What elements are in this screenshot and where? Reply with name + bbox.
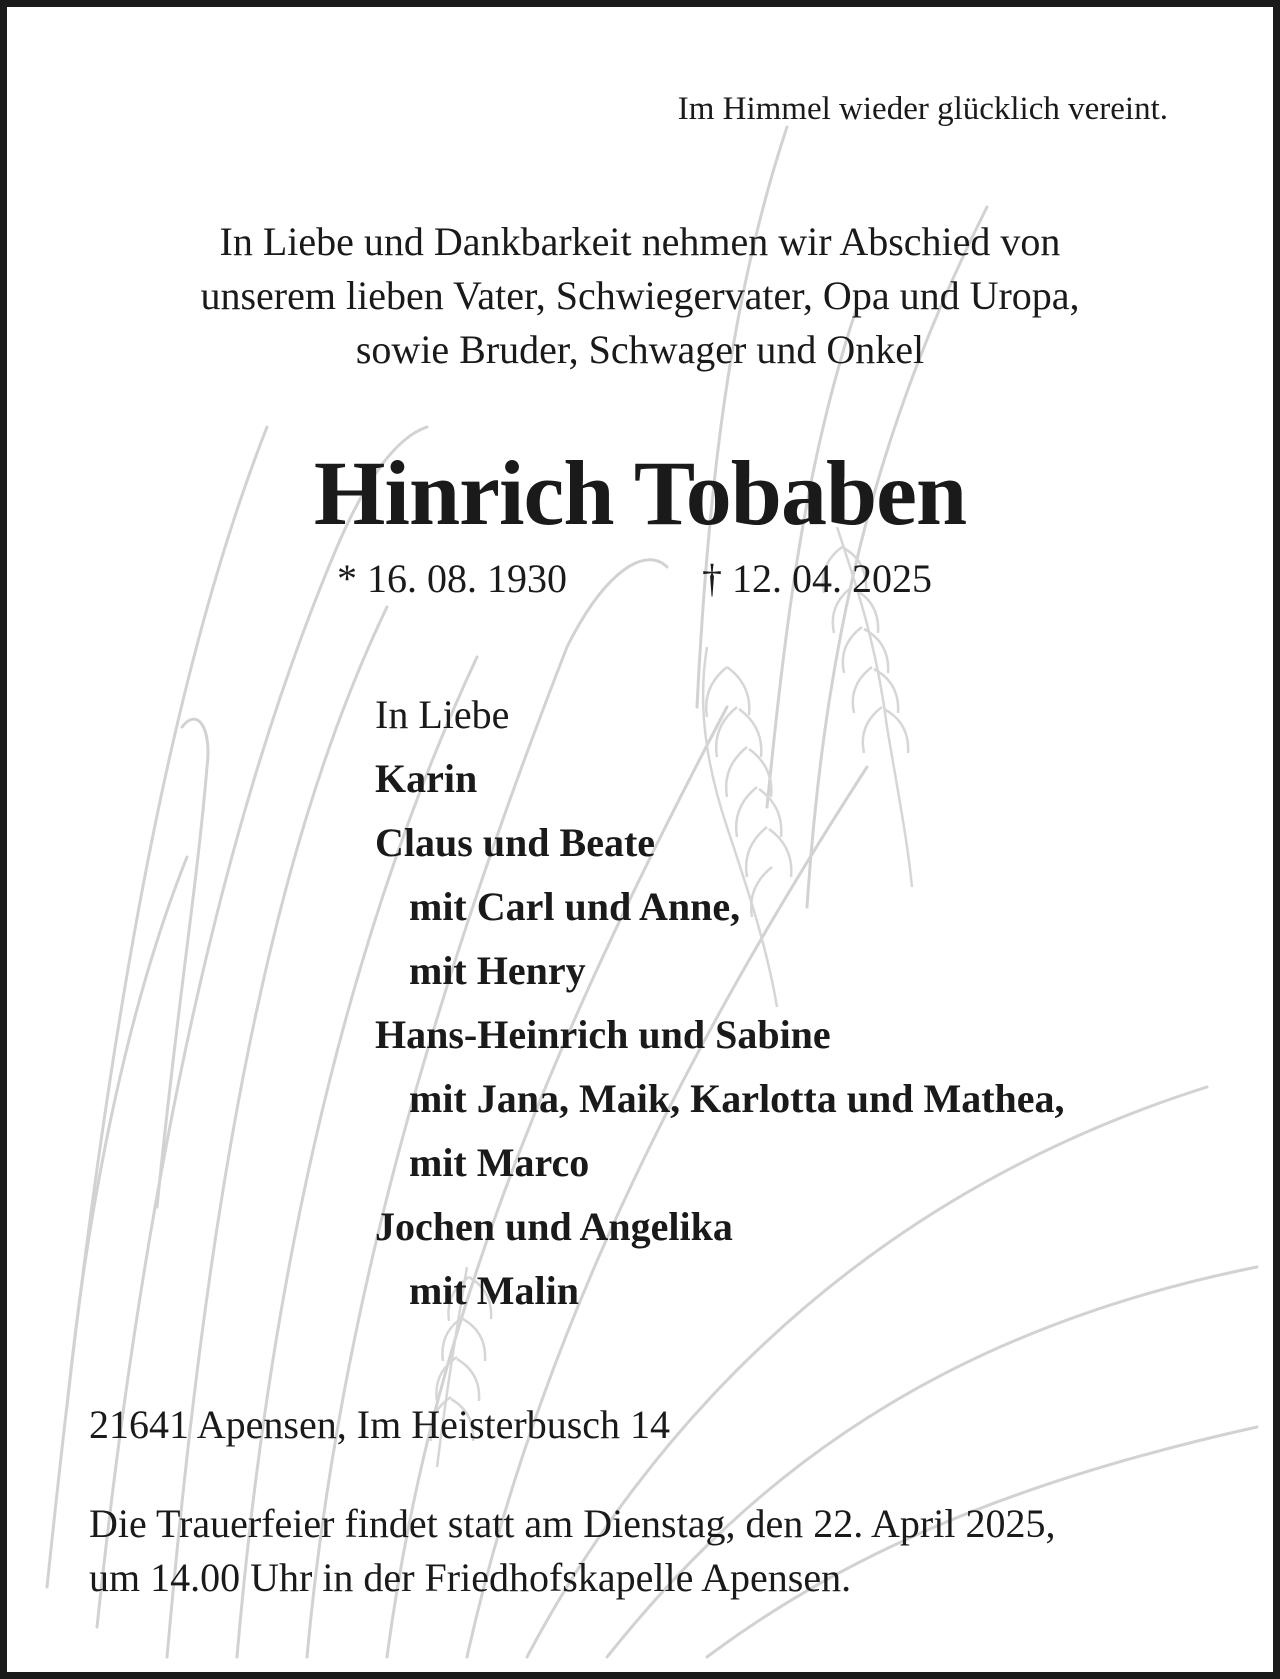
death-date: † 12. 04. 2025	[702, 556, 932, 601]
motto: Im Himmel wieder glücklich vereint.	[677, 91, 1168, 127]
mourner-line: Karin	[375, 756, 478, 801]
intro-line: unserem lieben Vater, Schwiegervater, Opa und Uropa,	[200, 273, 1080, 318]
service-line: um 14.00 Uhr in der Friedhofskapelle Apensen.	[89, 1555, 852, 1600]
birth-date: * 16. 08. 1930	[337, 556, 567, 601]
intro-line: In Liebe und Dankbarkeit nehmen wir Abschied von	[219, 219, 1061, 264]
service-line: Die Trauerfeier findet statt am Dienstag, den 22. April 2025,	[89, 1501, 1056, 1546]
mourner-line: mit Jana, Maik, Karlotta und Mathea,	[409, 1076, 1065, 1121]
deceased-name: Hinrich Tobaben	[313, 442, 967, 544]
mourner-line: mit Marco	[409, 1140, 590, 1185]
mourner-line: mit Malin	[409, 1268, 579, 1313]
mourner-line: mit Henry	[409, 948, 586, 993]
address: 21641 Apensen, Im Heisterbusch 14	[89, 1402, 671, 1447]
mourner-line: Hans-Heinrich und Sabine	[375, 1012, 831, 1057]
intro-line: sowie Bruder, Schwager und Onkel	[355, 327, 925, 372]
mourner-line: Claus und Beate	[375, 820, 656, 865]
mourners-lead: In Liebe	[375, 692, 510, 737]
funeral-service-info	[89, 1497, 1055, 1605]
mourners-list	[375, 683, 1065, 1323]
intro-text	[7, 215, 1273, 377]
mourner-line: Jochen und Angelika	[375, 1204, 733, 1249]
mourner-line: mit Carl und Anne,	[409, 884, 741, 929]
